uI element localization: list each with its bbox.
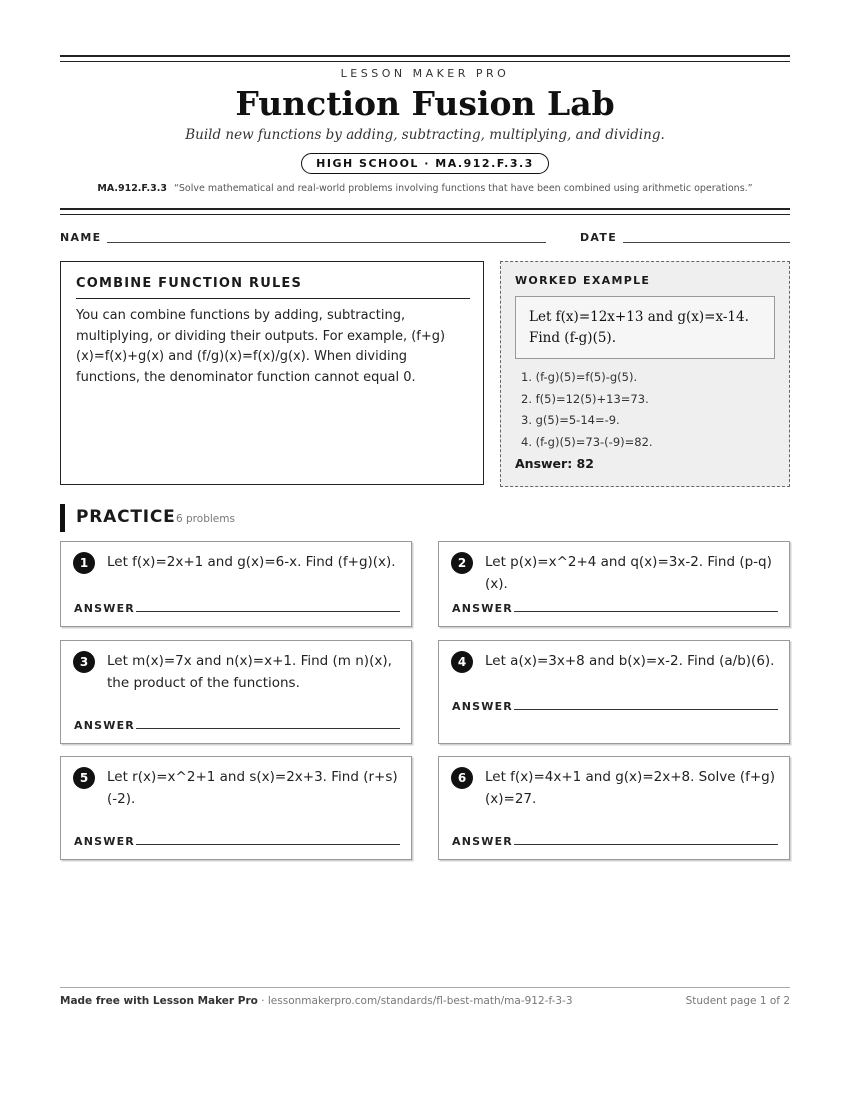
worked-example-problem-line: Let f(x)=12x+13 and g(x)=x-14. <box>529 309 749 325</box>
problem-number: 2 <box>451 552 473 574</box>
worked-example-problem <box>515 296 775 359</box>
answer-label: ANSWER <box>74 835 135 848</box>
rules-divider <box>76 298 470 299</box>
badge-wrap <box>60 152 790 174</box>
practice-count: 6 problems <box>176 513 235 525</box>
answer-line[interactable] <box>136 844 400 845</box>
problem-card-1 <box>60 541 412 627</box>
worked-example-steps <box>521 367 781 453</box>
worksheet-page <box>60 0 790 1100</box>
problem-card-3 <box>60 640 412 744</box>
date-input-line[interactable] <box>623 242 790 243</box>
rules-box <box>60 261 484 485</box>
practice-heading: PRACTICE <box>76 507 176 527</box>
problem-text: Let p(x)=x^2+4 and q(x)=3x-2. Find (p-q)(x). <box>485 554 772 592</box>
answer-line[interactable] <box>136 611 400 612</box>
problem-text: Let m(x)=7x and n(x)=x+1. Find (m n)(x), the product of the functions. <box>107 653 392 691</box>
worked-example-step: 3. g(5)=5-14=-9. <box>521 413 620 427</box>
level-standard-badge: HIGH SCHOOL · MA.912.F.3.3 <box>301 153 549 174</box>
worked-example-step: 4. (f-g)(5)=73-(-9)=82. <box>521 434 653 449</box>
page-title: Function Fusion Lab <box>235 84 615 123</box>
answer-line[interactable] <box>514 709 778 710</box>
answer-line[interactable] <box>136 728 400 729</box>
worked-example-box <box>500 261 790 487</box>
footer-rule <box>60 987 790 988</box>
standard-code: MA.912.F.3.3 <box>97 183 167 194</box>
answer-label: ANSWER <box>452 835 513 848</box>
page-subtitle: Build new functions by adding, subtracting, multiplying, and dividing. <box>185 127 665 143</box>
problem-card-6 <box>438 756 790 860</box>
worked-example-heading: WORKED EXAMPLE <box>515 274 651 287</box>
rules-heading: COMBINE FUNCTION RULES <box>76 276 303 291</box>
problem-text: Let r(x)=x^2+1 and s(x)=2x+3. Find (r+s)(-2). <box>107 769 398 807</box>
footer-made-with: Made free with Lesson Maker Pro <box>60 995 258 1007</box>
problem-number: 6 <box>451 767 473 789</box>
problem-text: Let f(x)=2x+1 and g(x)=6-x. Find (f+g)(x). <box>107 554 396 570</box>
worked-example-problem-line: Find (f-g)(5). <box>529 330 616 346</box>
problem-number: 1 <box>73 552 95 574</box>
footer-page-number: Student page 1 of 2 <box>685 995 790 1007</box>
worked-example-answer: Answer: 82 <box>515 456 594 471</box>
answer-label: ANSWER <box>452 700 513 713</box>
top-double-rule <box>60 55 790 62</box>
name-label: NAME <box>60 231 102 244</box>
standard-description <box>60 183 790 194</box>
problem-card-2 <box>438 541 790 627</box>
brand-name: LESSON MAKER PRO <box>340 67 510 80</box>
problem-number: 5 <box>73 767 95 789</box>
problem-number: 4 <box>451 651 473 673</box>
problem-card-5 <box>60 756 412 860</box>
footer-url[interactable]: · lessonmakerpro.com/standards/fl-best-math/ma-912-f-3-3 <box>261 995 573 1007</box>
problem-text: Let f(x)=4x+1 and g(x)=2x+8. Solve (f+g)(x)=27. <box>485 769 776 807</box>
name-input-line[interactable] <box>107 242 546 243</box>
answer-label: ANSWER <box>74 719 135 732</box>
answer-line[interactable] <box>514 611 778 612</box>
worked-example-step: 1. (f-g)(5)=f(5)-g(5). <box>521 370 638 384</box>
worked-example-step: 2. f(5)=12(5)+13=73. <box>521 391 649 406</box>
header-bottom-double-rule <box>60 208 790 215</box>
standard-text: “Solve mathematical and real-world problems involving functions that have been combined using arithmetic operations.” <box>173 183 753 194</box>
answer-label: ANSWER <box>452 602 513 615</box>
problem-number: 3 <box>73 651 95 673</box>
problem-text: Let a(x)=3x+8 and b(x)=x-2. Find (a/b)(6). <box>485 653 775 669</box>
rules-body: You can combine functions by adding, subtracting, multiplying, or dividing their outputs. For example, (f+g)(x)=f(x)+g(x) and (f/g)(x)=f(x)/g(x). When dividing functions, the denominator function cannot equal 0. <box>76 308 446 385</box>
footer-credit <box>60 995 573 1007</box>
answer-line[interactable] <box>514 844 778 845</box>
problem-card-4 <box>438 640 790 744</box>
date-label: DATE <box>580 231 618 244</box>
answer-label: ANSWER <box>74 602 135 615</box>
practice-accent-bar <box>60 504 65 532</box>
